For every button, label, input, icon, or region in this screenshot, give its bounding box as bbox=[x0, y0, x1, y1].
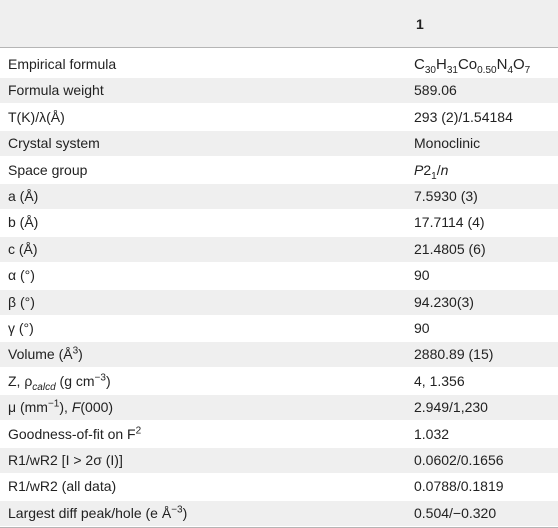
row-value: 90 bbox=[414, 267, 430, 284]
row-value: 293 (2)/1.54184 bbox=[414, 108, 513, 125]
column-header: 1 bbox=[416, 16, 424, 32]
row-label: T(K)/λ(Å) bbox=[8, 108, 65, 125]
table-row bbox=[0, 78, 558, 103]
table-row bbox=[0, 422, 558, 447]
row-label: c (Å) bbox=[8, 240, 38, 257]
row-value: 21.4805 (6) bbox=[414, 240, 486, 257]
row-value: 0.504/−0.320 bbox=[414, 504, 497, 521]
row-label: Formula weight bbox=[8, 82, 104, 99]
row-value: 0.0788/0.1819 bbox=[414, 478, 504, 495]
table-row bbox=[0, 395, 558, 420]
table-row bbox=[0, 316, 558, 341]
row-value: 2880.89 (15) bbox=[414, 346, 494, 363]
row-label: b (Å) bbox=[8, 214, 39, 231]
row-value: 90 bbox=[414, 320, 430, 336]
table-row bbox=[0, 501, 558, 526]
row-value: 589.06 bbox=[414, 82, 457, 99]
row-value: $P2_1/n$ bbox=[414, 161, 449, 182]
row-label: Crystal system bbox=[8, 135, 100, 152]
row-value: 7.5930 (3) bbox=[414, 188, 478, 204]
header-rule bbox=[0, 47, 558, 48]
table-row bbox=[0, 263, 558, 288]
table-row bbox=[0, 105, 558, 130]
table-row bbox=[0, 474, 558, 499]
row-value: 1.032 bbox=[414, 425, 450, 442]
row-value: 17.7114 (4) bbox=[414, 214, 485, 231]
table-row bbox=[0, 210, 558, 235]
row-value: $C_{30}H_{31}Co_{0.50}N_4O_7$ bbox=[414, 56, 531, 76]
table-row bbox=[0, 237, 558, 262]
row-label: μ $(mm^{-1})$, F(000) bbox=[8, 398, 114, 416]
row-label: Volume $(Å^3)$ bbox=[8, 345, 83, 363]
table-row bbox=[0, 52, 558, 77]
row-label: Goodness-of-fit on $F^2$ bbox=[8, 424, 142, 442]
row-value: 0.0602/0.1656 bbox=[414, 452, 504, 468]
row-label: R1/wR2 (all data) bbox=[8, 478, 117, 495]
row-label: α (°) bbox=[8, 267, 35, 284]
row-label: Z, $\rho_{calcd}$ (g $cm^{-3}$) bbox=[8, 372, 111, 393]
row-value: 4, 1.356 bbox=[414, 372, 465, 389]
row-label: Largest diff peak/hole (e $Å^{-3}$) bbox=[8, 504, 188, 521]
row-value: 2.949/1,230 bbox=[414, 399, 488, 416]
row-value: Monoclinic bbox=[414, 135, 481, 152]
row-label: R1/wR2 [I > 2σ (I)] bbox=[8, 452, 123, 468]
table-row bbox=[0, 184, 558, 209]
row-label: γ (°) bbox=[8, 320, 34, 336]
row-label: β (°) bbox=[8, 293, 35, 310]
table-header-row bbox=[0, 0, 558, 47]
row-label: Empirical formula bbox=[8, 56, 117, 72]
table-row bbox=[0, 448, 558, 473]
row-label: a (Å) bbox=[8, 188, 39, 204]
table-row bbox=[0, 158, 558, 183]
table-row bbox=[0, 290, 558, 315]
table-row bbox=[0, 369, 558, 394]
table-row bbox=[0, 342, 558, 367]
row-label: Space group bbox=[8, 161, 88, 178]
table-row bbox=[0, 131, 558, 156]
row-value: 94.230(3) bbox=[414, 293, 474, 310]
